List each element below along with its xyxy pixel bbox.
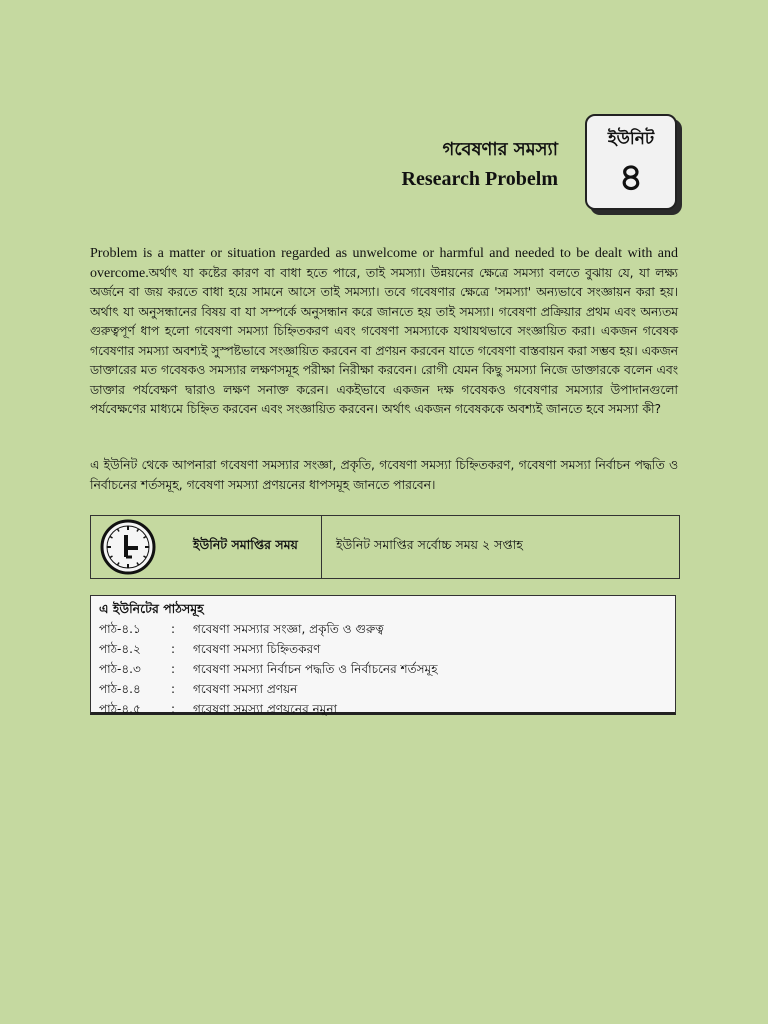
completion-time-label-cell bbox=[91, 516, 322, 578]
completion-time-value: ইউনিট সমাপ্তির সর্বোচ্চ সময় ২ সপ্তাহ bbox=[336, 537, 523, 552]
intro-paragraph bbox=[90, 244, 678, 420]
completion-time-box bbox=[90, 515, 680, 579]
lesson-title: গবেষণা সমস্যা প্রণয়ন bbox=[193, 682, 298, 696]
lesson-separator: : bbox=[171, 662, 176, 676]
lessons-heading: এ ইউনিটের পাঠসমূহ bbox=[99, 601, 204, 616]
lesson-item bbox=[99, 639, 667, 659]
lesson-item bbox=[99, 699, 667, 719]
title-english: Research Probelm bbox=[401, 168, 558, 190]
unit-badge-number: ৪ bbox=[618, 155, 644, 199]
lesson-item bbox=[99, 679, 667, 699]
lesson-number: পাঠ-৪.৩ bbox=[99, 662, 141, 676]
lesson-title: গবেষণা সমস্যা প্রণয়নের নমুনা bbox=[193, 702, 337, 716]
lesson-title: গবেষণা সমস্যা নির্বাচন পদ্ধতি ও নির্বাচনের শর্তসমূহ bbox=[193, 662, 438, 676]
unit-badge-label: ইউনিট bbox=[607, 129, 655, 149]
lesson-separator: : bbox=[171, 682, 176, 696]
intro-english: Problem is a matter or situation regarded as unwelcome or harmful and needed to be dealt with and overcome. bbox=[90, 246, 678, 281]
lesson-item bbox=[99, 619, 667, 639]
lesson-title: গবেষণা সমস্যা চিহ্নিতকরণ bbox=[193, 642, 321, 656]
lesson-number: পাঠ-৪.১ bbox=[99, 622, 141, 636]
lesson-item bbox=[99, 659, 667, 679]
lesson-number: পাঠ-৪.৫ bbox=[99, 702, 141, 716]
lesson-title: গবেষণা সমস্যার সংজ্ঞা, প্রকৃতি ও গুরুত্ব bbox=[193, 622, 384, 636]
objectives-paragraph: এ ইউনিট থেকে আপনারা গবেষণা সমস্যার সংজ্ঞা, প্রকৃতি, গবেষণা সমস্যা চিহ্নিতকরণ, গবেষণা সমস্যা নির্বাচন পদ্ধতি ও নির্বাচনের শর্তসমূহ, গবেষণা সমস্যা প্রণয়নের ধাপসমূহ জানতে পারবেন। bbox=[90, 458, 678, 492]
lesson-separator: : bbox=[171, 702, 176, 716]
title-bengali: গবেষণার সমস্যা bbox=[442, 139, 558, 160]
completion-time-label: ইউনিট সমাপ্তির সময় bbox=[193, 537, 298, 552]
lessons-box bbox=[90, 595, 676, 715]
unit-title-block bbox=[402, 138, 558, 192]
intro-bengali: অর্থাৎ যা কষ্টের কারণ বা বাধা হতে পারে, তাই সমস্যা। উন্নয়নের ক্ষেত্রে সমস্যা বলতে বুঝায় যে, যা লক্ষ্য অর্জনে বা জয় করতে বাধা হয়ে সামনে আসে তাই সমস্যা। তবে গবেষণার ক্ষেত্রে 'সমস্যা' অন্যভাবে সংজ্ঞায়ন করা হয়। অর্থাৎ যা অনুসন্ধানের বিষয় বা যা সম্পর্কে অনুসন্ধান করে জানতে হয় তাই সমস্যা। গবেষণা প্রক্রিয়ার প্রথম এবং অন্যতম গুরুত্বপূর্ণ ধাপ হলো গবেষণা সমস্যা চিহ্নিতকরণ এবং গবেষণা সমস্যাকে যথাযথভাবে সংজ্ঞায়িত করা। একজন গবেষক গবেষণার সমস্যা অবশ্যই সুস্পষ্টভাবে সংজ্ঞায়িত করবেন বা প্রণয়ন করবেন যাতে গবেষণা বাস্তবায়ন করা সম্ভব হয়। একজন ডাক্তারের মত গবেষকও সমস্যার লক্ষণসমূহ পরীক্ষা নিরীক্ষা করবেন। রোগী যেমন কিছু সমস্যা নিজে ডাক্তারকে বলেন এবং ডাক্তার পর্যবেক্ষণ দ্বারাও লক্ষণ সনাক্ত করেন। একইভাবে একজন দক্ষ গবেষকও গবেষণার সমস্যার উপাদানগুলো পর্যবেক্ষণের মাধ্যমে চিহ্নিত করবেন এবং সংজ্ঞায়িত করবেন। অর্থাৎ একজন গবেষককে অবশ্যই জানতে হবে সমস্যা কী? bbox=[90, 265, 678, 416]
lesson-separator: : bbox=[171, 622, 176, 636]
clock-icon bbox=[99, 519, 157, 575]
lesson-number: পাঠ-৪.২ bbox=[99, 642, 141, 656]
lesson-separator: : bbox=[171, 642, 176, 656]
lesson-number: পাঠ-৪.৪ bbox=[99, 682, 141, 696]
unit-badge bbox=[585, 114, 677, 210]
